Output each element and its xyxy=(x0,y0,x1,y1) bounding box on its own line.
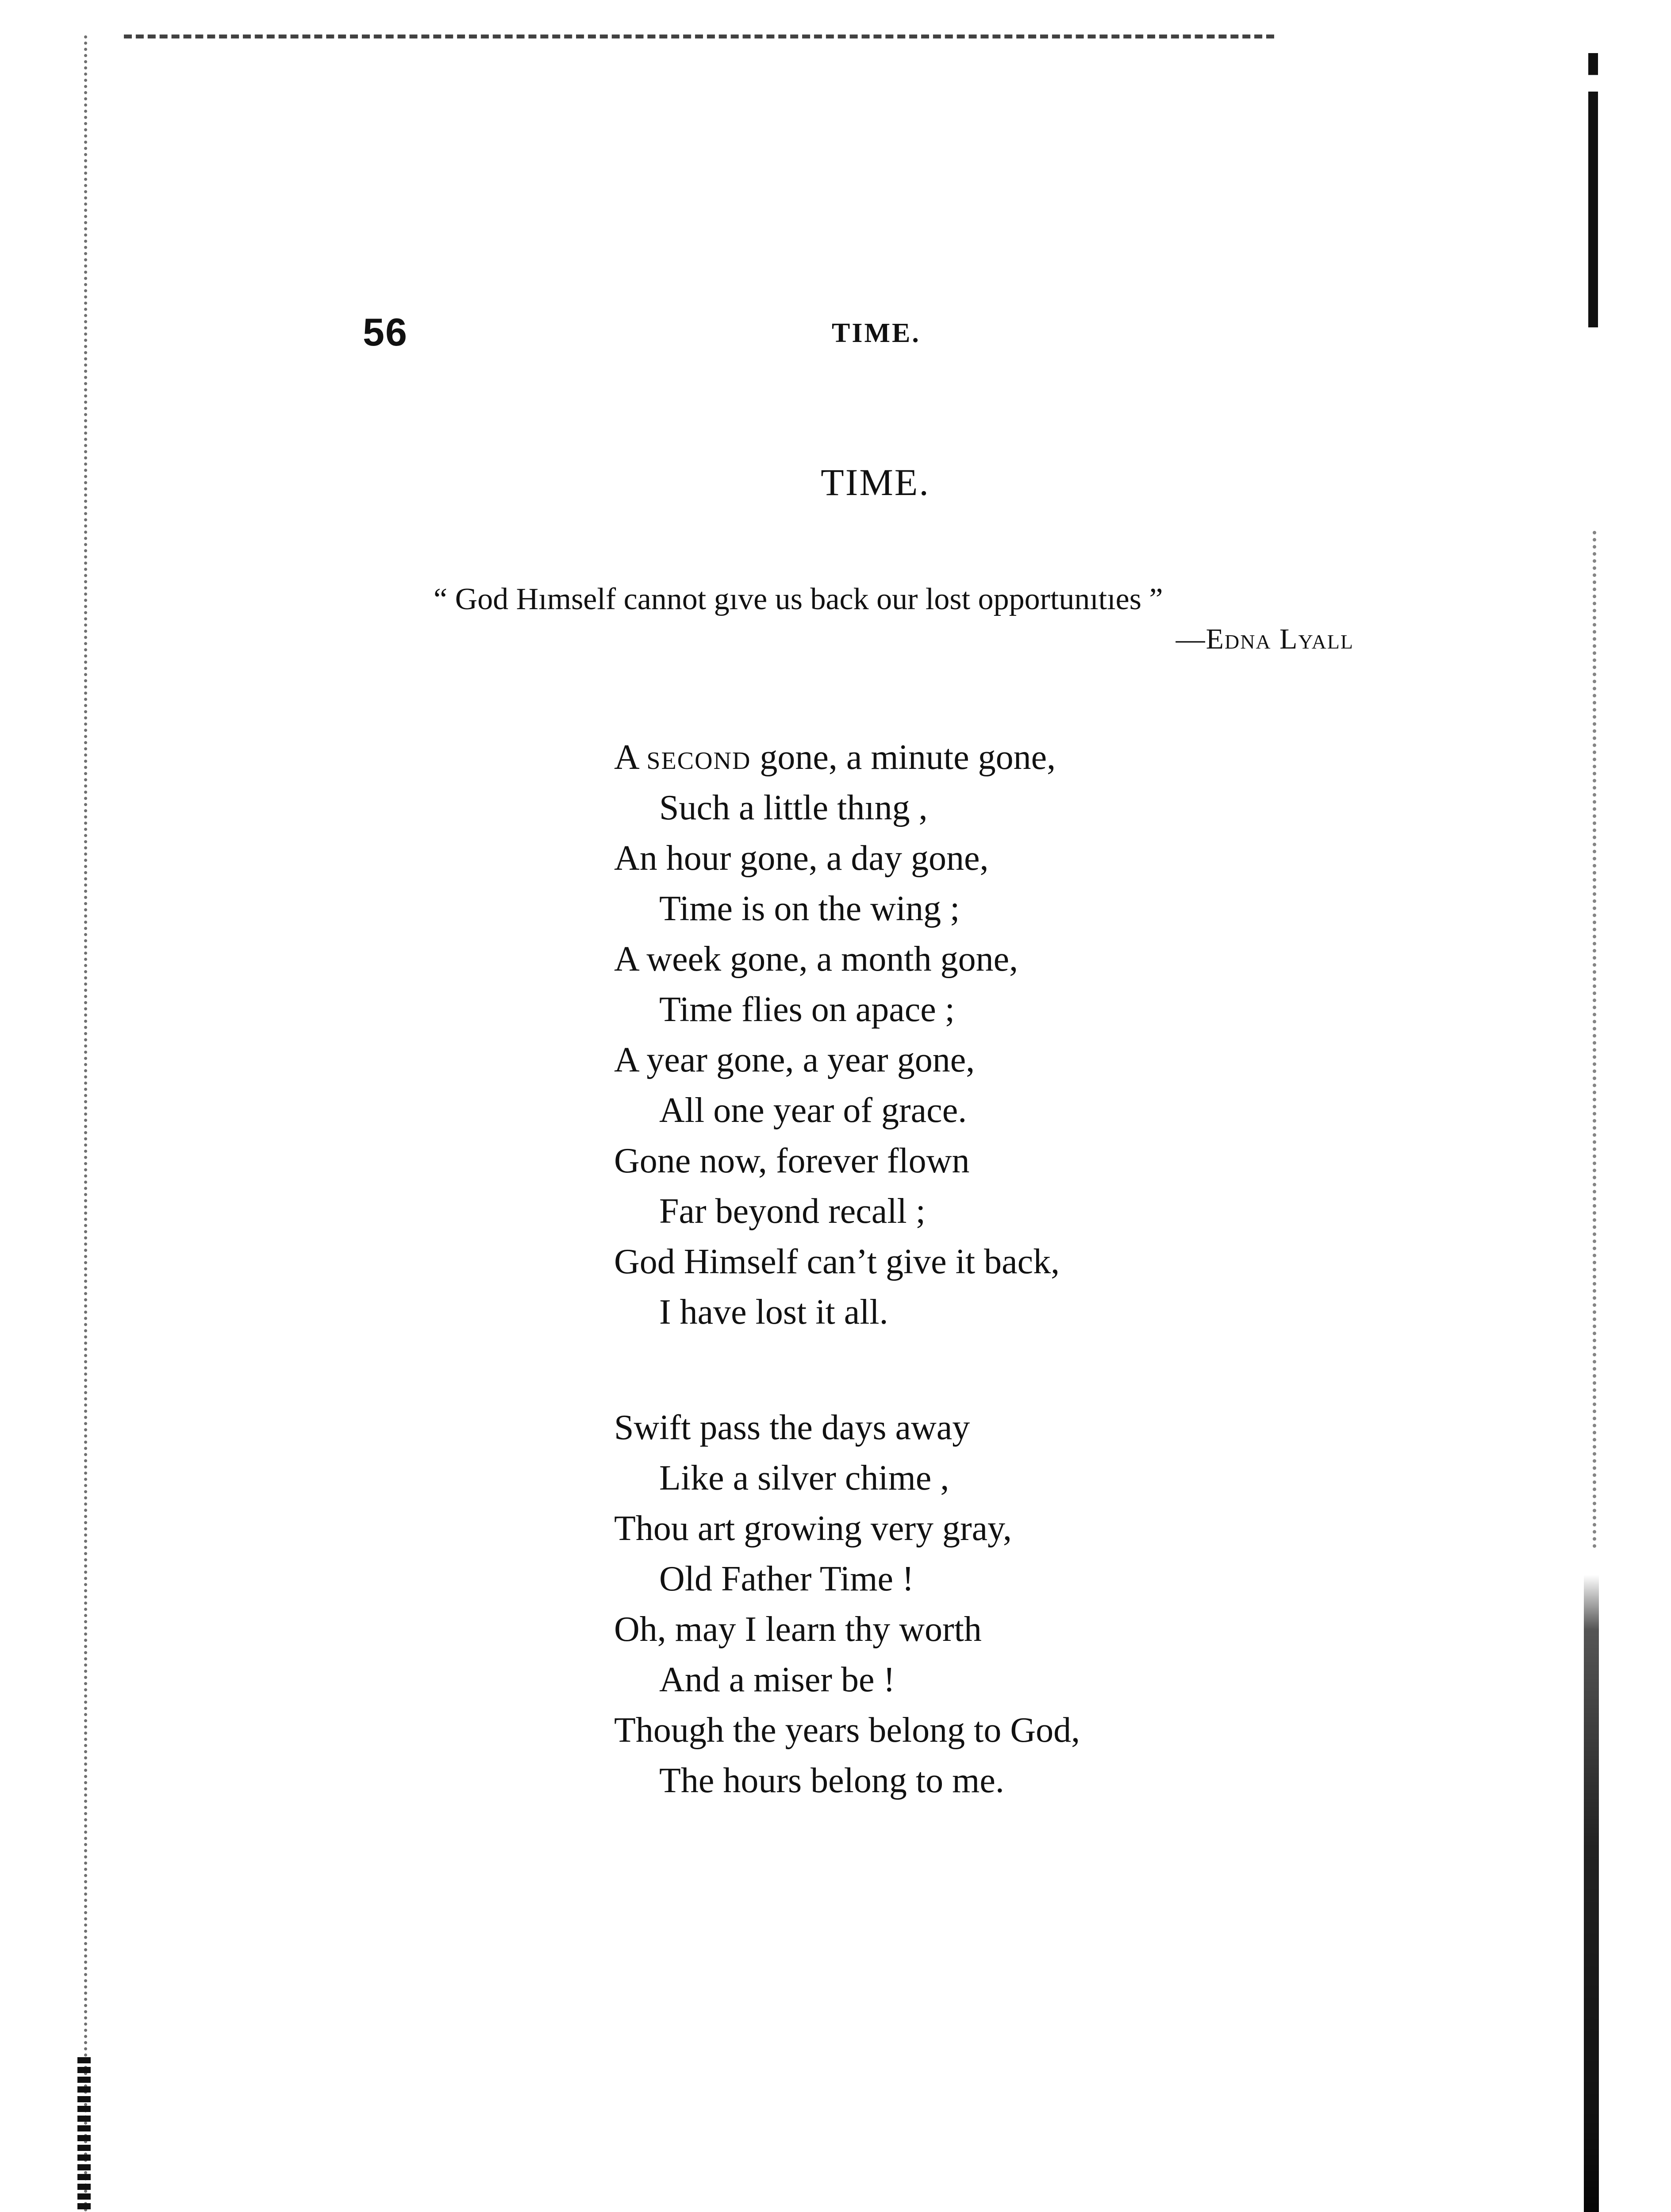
poem-line: Time flies on apace ; xyxy=(659,990,955,1029)
epigraph-attribution xyxy=(434,619,1354,659)
poem-line: The hours belong to me. xyxy=(659,1761,1004,1800)
poem-line: Swift pass the days away xyxy=(614,1408,970,1447)
poem-line: An hour gone, a day gone, xyxy=(614,839,989,878)
scan-edge-right-top xyxy=(1588,53,1598,327)
poem-line: Old Father Time ! xyxy=(659,1559,914,1598)
poem-line: Like a silver chime , xyxy=(659,1459,949,1498)
poem-line: All one year of grace. xyxy=(659,1091,967,1130)
poem-line: A year gone, a year gone, xyxy=(614,1041,975,1079)
scan-edge-right-bottom xyxy=(1584,1575,1599,2212)
poem-line: Time is on the wing ; xyxy=(659,889,960,928)
epigraph-quote: “ God Hımself cannot gıve us back our lost opportunıtıes ” xyxy=(434,582,1163,616)
poem-line: God Himself can’t give it back, xyxy=(614,1242,1060,1281)
stanza-2 xyxy=(614,1402,1322,1806)
running-head xyxy=(0,310,1671,358)
poem-line: Far beyond recall ; xyxy=(659,1192,926,1231)
scan-edge-right-middle xyxy=(1593,531,1596,1548)
epigraph xyxy=(434,580,1354,659)
line-text: gone, a minute gone, xyxy=(760,738,1056,777)
poem-line: Though the years belong to God, xyxy=(614,1711,1080,1750)
stanza-1 xyxy=(614,732,1322,1337)
poem-line: Such a little thıng , xyxy=(659,788,928,827)
first-letter: A xyxy=(614,738,638,777)
poem-line: And a miser be ! xyxy=(659,1660,895,1699)
scan-edge-top xyxy=(124,35,1274,38)
poem-line: I have lost it all. xyxy=(659,1293,888,1332)
running-title: TIME. xyxy=(832,318,921,348)
poem-line: Oh, may I learn thy worth xyxy=(614,1610,982,1649)
poem-title: TIME. xyxy=(821,461,930,503)
poem-line: Gone now, forever flown xyxy=(614,1141,970,1180)
scan-edge-left xyxy=(84,35,87,2212)
page-number: 56 xyxy=(363,310,408,354)
poem-line xyxy=(614,732,1322,783)
epigraph-author: —Edna Lyall xyxy=(1175,623,1354,655)
poem-line: A week gone, a month gone, xyxy=(614,940,1018,979)
poem-line: Thou art growing very gray, xyxy=(614,1509,1012,1548)
small-caps-word: second xyxy=(646,738,751,777)
scan-edge-left-bottom xyxy=(77,2057,91,2212)
